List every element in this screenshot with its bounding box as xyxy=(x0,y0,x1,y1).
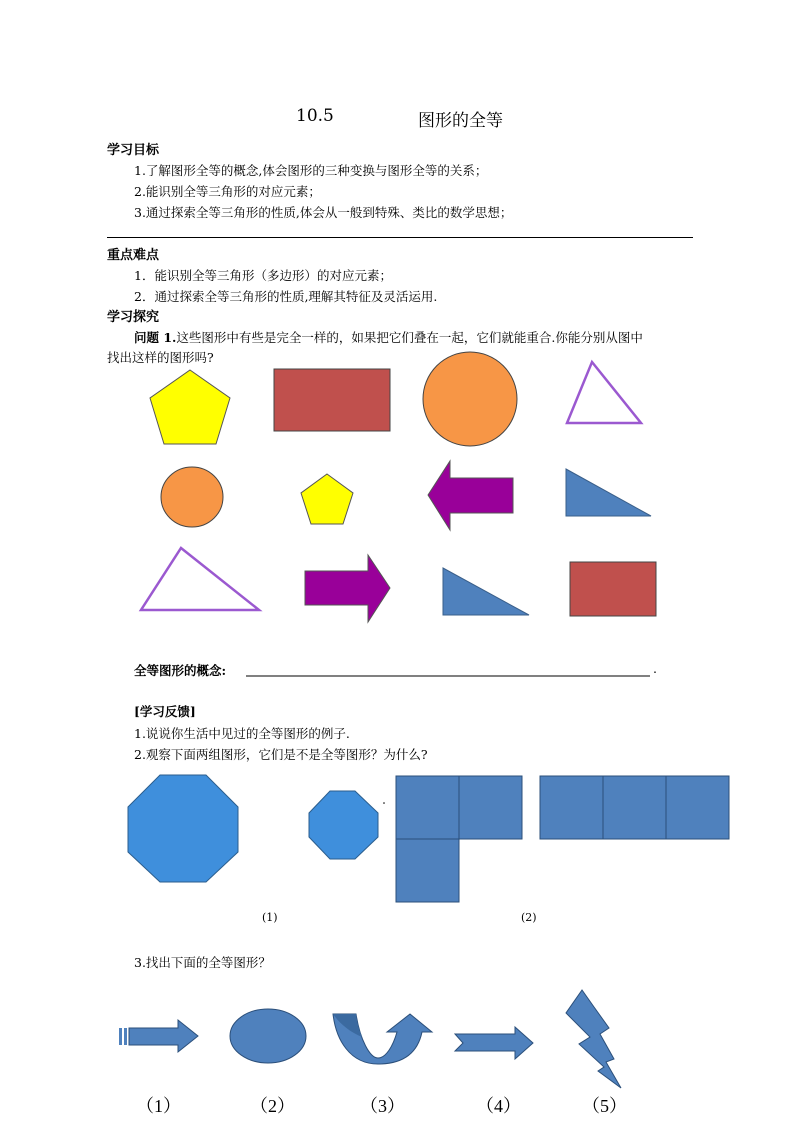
small-yellow-pentagon xyxy=(301,474,353,524)
question-text-cont: 找出这样的图形吗? xyxy=(107,350,214,365)
u-turn-arrow-shape xyxy=(333,1014,432,1064)
large-octagon xyxy=(128,775,238,882)
shape-label-2: （2） xyxy=(250,1096,295,1116)
small-orange-circle xyxy=(161,467,223,527)
goal-item: 2.能识别全等三角形的对应元素； xyxy=(134,184,321,199)
keypoints-heading: 重点难点 xyxy=(107,248,160,263)
feedback-question-1: 1.说说你生活中见过的全等图形的例子. xyxy=(134,726,350,741)
small-red-rectangle xyxy=(570,562,656,616)
l-shape-square xyxy=(396,839,459,902)
small-octagon xyxy=(309,791,378,859)
row-square xyxy=(666,776,729,839)
l-shape-square xyxy=(459,776,522,839)
row-square xyxy=(540,776,603,839)
goals-heading: 学习目标 xyxy=(107,143,160,158)
question-text: 这些图形中有些是完全一样的，如果把它们叠在一起，它们就能重合.你能分别从图中 xyxy=(176,330,643,345)
blue-right-triangle-1 xyxy=(566,469,651,516)
lightning-shape xyxy=(566,990,621,1088)
purple-outline-triangle-large xyxy=(141,548,259,610)
concept-end: . xyxy=(653,661,657,676)
purple-arrow-right xyxy=(305,555,390,622)
l-shape-square xyxy=(396,776,459,839)
shape-label-1: （1） xyxy=(136,1096,181,1116)
notched-arrow-shape xyxy=(455,1027,533,1059)
keypoint-item: 2．通过探索全等三角形的性质,理解其特征及灵活运用. xyxy=(134,289,438,304)
explore-heading: 学习探究 xyxy=(107,310,160,325)
goal-item: 3.通过探索全等三角形的性质,体会从一般到特殊、类比的数学思想； xyxy=(134,205,513,220)
concept-label: 全等图形的概念: xyxy=(134,663,227,678)
large-orange-circle xyxy=(423,352,517,446)
goal-item: 1.了解图形全等的概念,体会图形的三种变换与图形全等的关系； xyxy=(134,163,488,178)
shape-label-3: （3） xyxy=(360,1096,405,1116)
blue-right-triangle-2 xyxy=(443,568,529,615)
caption-1: (1) xyxy=(262,911,278,924)
purple-arrow-left xyxy=(428,461,513,530)
feedback-heading: [学习反馈] xyxy=(134,704,196,719)
blue-ellipse-shape xyxy=(230,1009,306,1063)
shape-label-4: （4） xyxy=(476,1096,521,1116)
title-number: 10.5 xyxy=(296,106,334,126)
striped-arrow-shape xyxy=(119,1020,198,1052)
purple-outline-triangle-small xyxy=(567,362,641,423)
feedback-question-2: 2.观察下面两组图形，它们是不是全等图形？为什么? xyxy=(134,747,428,762)
keypoint-item: 1．能识别全等三角形（多边形）的对应元素； xyxy=(134,268,392,283)
large-red-rectangle xyxy=(274,369,390,431)
question-label: 问题 1. xyxy=(134,330,177,345)
row-square xyxy=(603,776,666,839)
page-title: 图形的全等 xyxy=(418,111,503,131)
feedback-question-3: 3.找出下面的全等图形？ xyxy=(134,955,271,970)
caption-2: (2) xyxy=(521,911,537,924)
shape-label-5: （5） xyxy=(582,1096,627,1116)
large-yellow-pentagon xyxy=(150,370,230,444)
